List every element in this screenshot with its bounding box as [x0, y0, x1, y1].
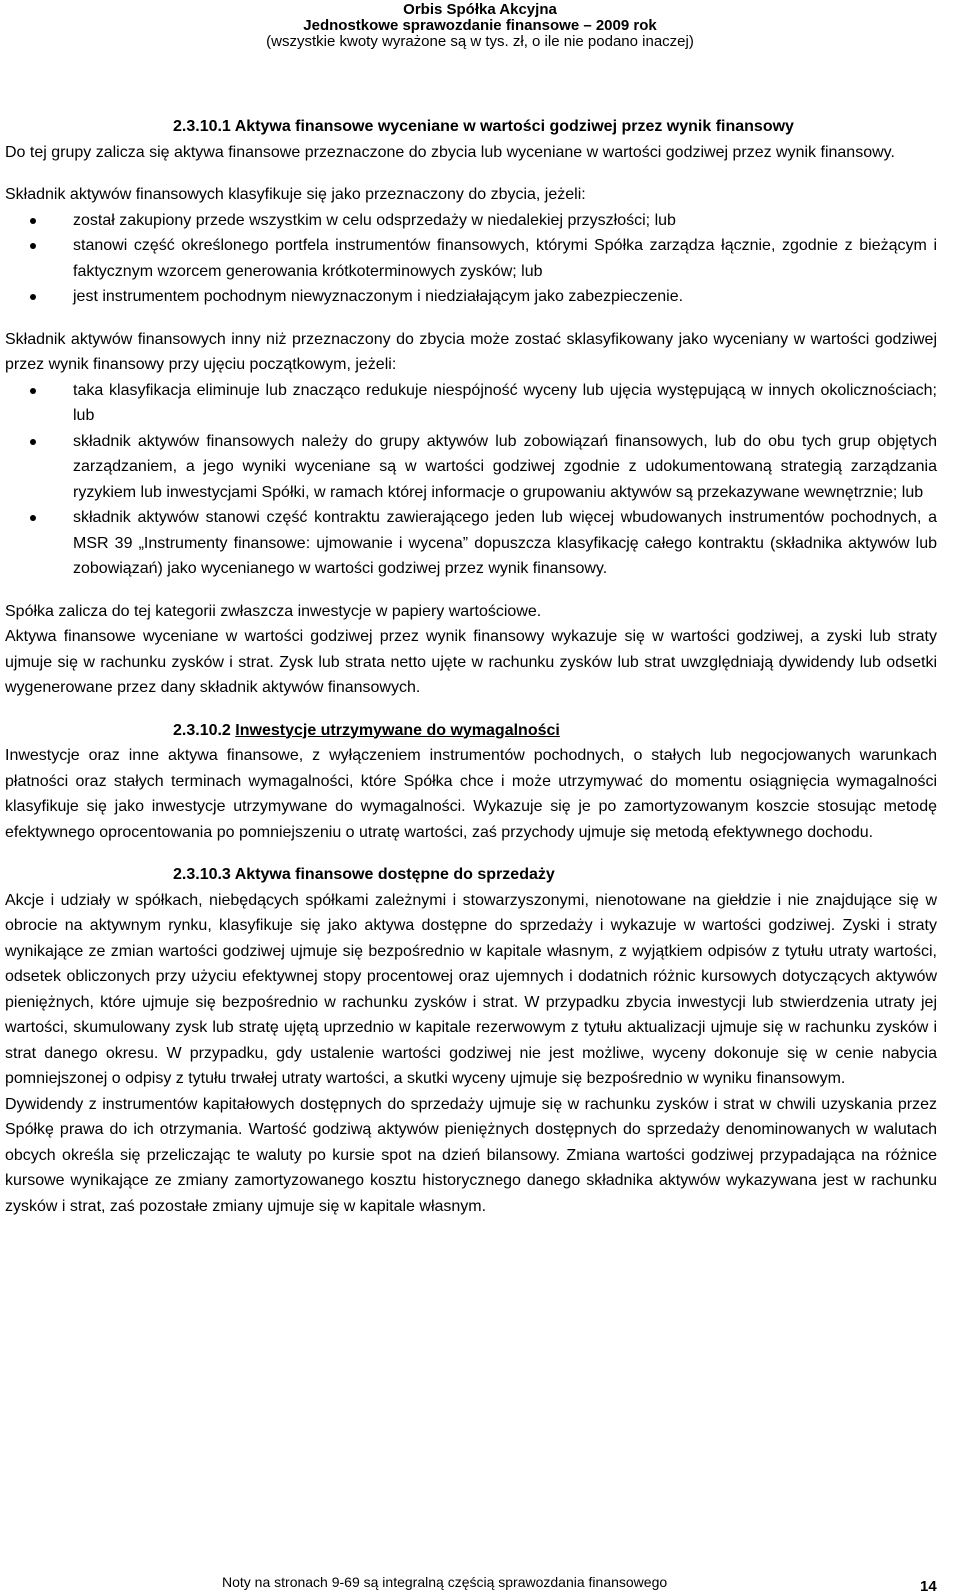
amounts-note: (wszystkie kwoty wyrażone są w tys. zł, o ile nie podano inaczej): [266, 33, 694, 50]
bullet-icon: [30, 388, 36, 394]
page-header: [0, 2, 960, 50]
list-item: [5, 233, 937, 284]
page-number: 14: [920, 1578, 937, 1595]
section-number: 2.3.10.3: [173, 866, 231, 883]
section-number: 2.3.10.2: [173, 721, 231, 739]
list-item: [5, 505, 937, 582]
list-item-text: taka klasyfikacja eliminuje lub znacząco redukuje niespójność wyceny lub ujęcia występującą w innych okolicznościach; lub: [73, 381, 937, 424]
paragraph: Spółka zalicza do tej kategorii zwłaszcza inwestycje w papiery wartościowe.: [5, 602, 542, 620]
section-heading-2: [5, 718, 937, 744]
page-footer: [0, 1572, 960, 1595]
report-title: Jednostkowe sprawozdanie finansowe – 2009 rok: [303, 17, 657, 34]
bullet-icon: [30, 439, 36, 445]
footer-note: Noty na stronach 9-69 są integralną częścią sprawozdania finansowego: [222, 1574, 668, 1590]
paragraph: Aktywa finansowe wyceniane w wartości godziwej przez wynik finansowy wykazuje się w wartości godziwej, a zyski lub straty ujmuje się w rachunku zysków i strat. Zysk lub strata netto ujęte w rachunku zysków lub strat uwzględniają dywidendy lub odsetki wygenerowane przez dany składnik aktywów finansowych.: [5, 628, 937, 696]
list-item-text: składnik aktywów stanowi część kontraktu zawierającego jeden lub więcej wbudowanych instrumentów pochodnych, a MSR 39 „Instrumenty finansowe: ujmowanie i wycena” dopuszcza klasyfikację całego kontraktu (składnika aktywów lub zobowiązań) jako wycenianego w wartości godziwej przez wynik finansowy.: [73, 509, 937, 577]
bullet-icon: [30, 294, 36, 300]
list-item-text: został zakupiony przede wszystkim w celu odsprzedaży w niedalekiej przyszłości; lub: [73, 211, 676, 229]
document-body: [5, 114, 937, 1219]
list-item: [5, 429, 937, 506]
list-item: [5, 208, 937, 234]
list-item: [5, 284, 937, 310]
bullet-list: [5, 208, 937, 310]
section-heading-3: [5, 862, 937, 888]
paragraph: Do tej grupy zalicza się aktywa finansowe przeznaczone do zbycia lub wyceniane w wartości godziwej przez wynik finansowy.: [5, 143, 895, 161]
list-item: [5, 378, 937, 429]
bullet-icon: [30, 515, 36, 521]
list-item-text: stanowi część określonego portfela instrumentów finansowych, którymi Spółka zarządza łącznie, zgodnie z bieżącym i faktycznym wzorcem generowania krótkoterminowych zysków; lub: [73, 237, 937, 280]
paragraph: Akcje i udziały w spółkach, niebędących spółkami zależnymi i stowarzyszonymi, nienotowane na giełdzie i nie znajdujące się w obrocie na aktywnym rynku, klasyfikuje się jako aktywa dostępne do sprzedaży i wykazuje w wartości godziwej. Zyski i straty wynikające ze zmian wartości godziwej ujmuje się bezpośrednio w kapitale własnym, z wyjątkiem odpisów z tytułu utraty wartości, odsetek obliczonych przy użyciu efektywnej stopy procentowej oraz ujemnych i dodatnich różnic kursowych dotyczących aktywów pieniężnych, które ujmuje się bezpośrednio w rachunku zysków i strat. W przypadku zbycia inwestycji lub stwierdzenia utraty jej wartości, skumulowany zysk lub stratę ujętą uprzednio w kapitale rezerwowym z tytułu aktualizacji ujmuje się w rachunku zysków i strat danego okresu. W przypadku, gdy ustalenie wartości godziwej nie jest możliwe, wyceny dokonuje się w cenie nabycia pomniejszonej o odpisy z tytułu trwałej utraty wartości, a skutki wyceny ujmuje się bezpośrednio w wyniku finansowym.: [5, 891, 937, 1087]
company-name: Orbis Spółka Akcyjna: [403, 1, 557, 18]
paragraph: Składnik aktywów finansowych inny niż przeznaczony do zbycia może zostać sklasyfikowany jako wyceniany w wartości godziwej przez wynik finansowy przy ujęciu początkowym, jeżeli:: [5, 330, 937, 373]
section-title: Aktywa finansowe dostępne do sprzedaży: [234, 866, 555, 883]
paragraph: Dywidendy z instrumentów kapitałowych dostępnych do sprzedaży ujmuje się w rachunku zysków i strat w chwili uzyskania przez Spółkę prawa do ich otrzymania. Wartość godziwą aktywów pieniężnych dostępnych do sprzedaży denominowanych w walutach obcych określa się przeliczając te waluty po kursie spot na dzień bilansowy. Zmiana wartości godziwej przypadająca na różnice kursowe wynikające ze zmiany zamortyzowanego kosztu historycznego danego składnika aktywów wykazywana jest w rachunku zysków i strat, zaś pozostałe zmiany ujmuje się w kapitale własnym.: [5, 1095, 937, 1215]
paragraph: Składnik aktywów finansowych klasyfikuje się jako przeznaczony do zbycia, jeżeli:: [5, 186, 586, 203]
section-title: Inwestycje utrzymywane do wymagalności: [235, 721, 560, 739]
section-title: Aktywa finansowe wyceniane w wartości godziwej przez wynik finansowy: [234, 118, 794, 135]
section-heading-1: [5, 114, 937, 140]
bullet-list: [5, 378, 937, 582]
list-item-text: składnik aktywów finansowych należy do grupy aktywów lub zobowiązań finansowych, lub do obu tych grup objętych zarządzaniem, a jego wyniki wyceniane są w wartości godziwej zgodnie z udokumentowaną strategią zarządzania ryzykiem lub inwestycjami Spółki, w ramach której informacje o grupowaniu aktywów są przekazywane wewnętrznie; lub: [73, 432, 937, 501]
list-item-text: jest instrumentem pochodnym niewyznaczonym i niedziałającym jako zabezpieczenie.: [73, 288, 684, 305]
section-number: 2.3.10.1: [173, 118, 231, 135]
paragraph: Inwestycje oraz inne aktywa finansowe, z wyłączeniem instrumentów pochodnych, o stałych lub negocjowanych warunkach płatności oraz stałych terminach wymagalności, które Spółka chce i może utrzymywać do momentu osiągnięcia wymagalności klasyfikuje się jako inwestycje utrzymywane do wymagalności. Wykazuje się je po zamortyzowanym koszcie stosując metodę efektywnego oprocentowania po pomniejszeniu o utratę wartości, zaś przychody ujmuje się metodą efektywnego dochodu.: [5, 747, 937, 841]
bullet-icon: [30, 243, 36, 249]
bullet-icon: [30, 218, 36, 224]
